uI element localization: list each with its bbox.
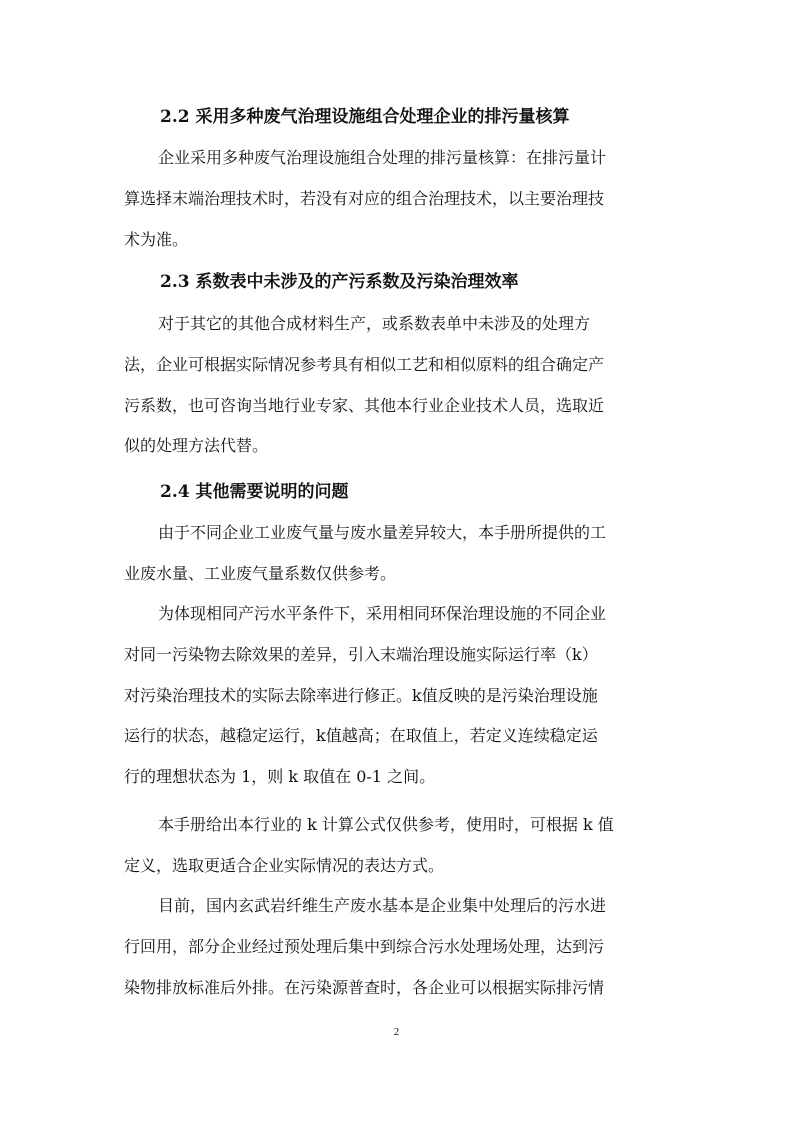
section-heading-2-3: 2.3 系数表中未涉及的产污系数及污染治理效率 <box>160 272 519 292</box>
text-line: 目前，国内玄武岩纤维生产废水基本是企业集中处理后的污水进 <box>158 896 607 915</box>
text-line: 企业采用多种废气治理设施组合处理的排污量核算：在排污量计 <box>158 148 607 167</box>
text-line: 运行的状态，越稳定运行，k值越高；在取值上，若定义连续稳定运 <box>124 726 598 746</box>
section-heading-2-4: 2.4 其他需要说明的问题 <box>160 482 349 502</box>
page-number: 2 <box>393 1026 400 1038</box>
text-line: 由于不同企业工业废气量与废水量差异较大，本手册所提供的工 <box>158 523 607 542</box>
text-line: 对于其它的其他合成材料生产，或系数表单中未涉及的处理方 <box>158 314 591 333</box>
text-line: 行回用，部分企业经过预处理后集中到综合污水处理场处理，达到污 <box>124 936 605 956</box>
section-heading-2-2: 2.2 采用多种废气治理设施组合处理企业的排污量核算 <box>160 107 570 127</box>
paragraph <box>124 805 671 887</box>
text-line: 定义，选取更适合企业实际情况的表达方式。 <box>124 855 445 875</box>
text-line: 污系数，也可咨询当地行业专家、其他本行业企业技术人员，选取近 <box>124 395 605 415</box>
text-line: 对污染治理技术的实际去除率进行修正。k值反映的是污染治理设施 <box>124 685 598 705</box>
text-line: 本手册给出本行业的 k 计算公式仅供参考，使用时，可根据 k 值 <box>158 815 614 834</box>
text-line: 法，企业可根据实际情况参考具有相似工艺和相似原料的组合确定产 <box>124 354 605 374</box>
text-line: 染物排放标准后外排。在污染源普查时，各企业可以根据实际排污情 <box>124 977 605 997</box>
paragraph <box>124 138 671 260</box>
text-line: 对同一污染物去除效果的差异，引入末端治理设施实际运行率（k） <box>124 644 598 664</box>
paragraph <box>124 513 671 595</box>
text-line: 行的理想状态为 1，则 k 取值在 0-1 之间。 <box>124 767 436 787</box>
paragraph <box>124 594 671 798</box>
text-line: 为体现相同产污水平条件下，采用相同环保治理设施的不同企业 <box>158 604 607 623</box>
text-line: 似的处理方法代替。 <box>124 436 269 456</box>
paragraph <box>124 886 671 1008</box>
text-line: 算选择末端治理技术时，若没有对应的组合治理技术，以主要治理技 <box>124 188 605 208</box>
text-line: 术为准。 <box>124 229 189 249</box>
text-line: 业废水量、工业废气量系数仅供参考。 <box>124 563 397 583</box>
paragraph <box>124 304 671 467</box>
